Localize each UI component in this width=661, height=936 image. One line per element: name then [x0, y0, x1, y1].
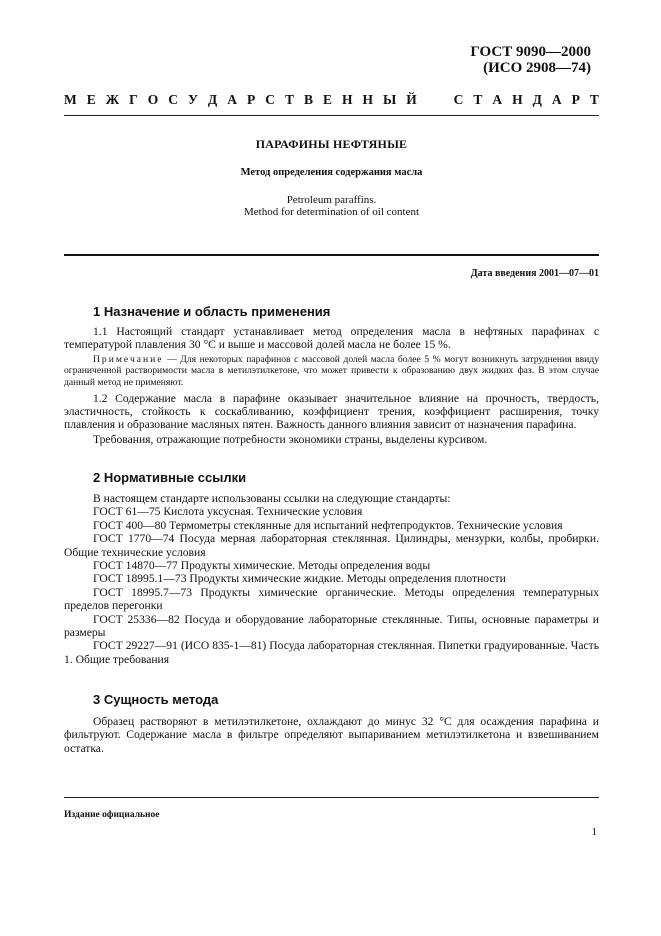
- section-2-heading: 2 Нормативные ссылки: [93, 470, 247, 485]
- footer-rule: [64, 797, 599, 798]
- banner-letter: Н: [362, 92, 374, 107]
- banner-letter: Н: [342, 92, 353, 107]
- banner-letter: Н: [512, 92, 523, 107]
- banner-letter: Ж: [105, 92, 120, 107]
- reference-item: ГОСТ 18995.7—73 Продукты химические органические. Методы определения температурных пределов перегонки: [64, 585, 599, 613]
- section-1-body: [64, 325, 599, 446]
- standard-kind-banner: [64, 92, 599, 108]
- banner-letter: Т: [284, 92, 294, 107]
- reference-item: ГОСТ 18995.1—73 Продукты химические жидкие. Методы определения плотности: [93, 572, 506, 586]
- banner-letter: [427, 92, 430, 108]
- gost-number-block: [470, 44, 591, 76]
- banner-letter: Д: [532, 92, 542, 107]
- banner-letter: С: [168, 92, 178, 107]
- paragraph-1-1: 1.1 Настоящий стандарт устанавливает метод определения масла в нефтяных парафинах с температурой плавления 30 °С и выше и массовой долей масла не более 15 %.: [64, 325, 599, 352]
- banner-letter: Р: [571, 92, 580, 107]
- edition-label: Издание официальное: [64, 810, 160, 820]
- banner-letter: Ы: [383, 92, 397, 107]
- reference-item: ГОСТ 61—75 Кислота уксусная. Технические условия: [93, 505, 363, 519]
- header-rule: [64, 115, 599, 116]
- page-number: 1: [591, 826, 597, 838]
- banner-letter: Р: [246, 92, 256, 107]
- reference-item: ГОСТ 29227—91 (ИСО 835-1—81) Посуда лабораторная стеклянная. Пипетки градуированные. Часть 1. Общие требования: [64, 639, 599, 666]
- standard-title: ПАРАФИНЫ НЕФТЯНЫЕ: [255, 137, 408, 151]
- standard-subtitle: Метод определения содержания масла: [240, 167, 423, 178]
- banner-letter: Д: [207, 92, 218, 107]
- banner-letter: Й: [406, 92, 417, 107]
- references-intro: В настоящем стандарте использованы ссылки на следующие стандарты:: [93, 492, 451, 505]
- title-rule: [64, 254, 599, 256]
- banner-letter: У: [187, 92, 198, 107]
- banner-letter: А: [551, 92, 562, 107]
- gost-number: ГОСТ 9090—2000: [470, 44, 591, 60]
- banner-letter: В: [303, 92, 313, 107]
- section-3-heading: 3 Сущность метода: [93, 692, 219, 707]
- paragraph-1-3: Требования, отражающие потребности экономики страны, выделены курсивом.: [93, 432, 488, 446]
- banner-letter: Т: [589, 92, 599, 107]
- banner-letter: М: [64, 92, 77, 107]
- banner-letter: О: [147, 92, 159, 107]
- banner-letter: С: [453, 92, 464, 107]
- note-paragraph: [64, 354, 599, 389]
- banner-letter: А: [227, 92, 237, 107]
- english-title-line1: Petroleum paraffins.: [286, 194, 377, 206]
- english-title-line2: Method for determination of oil content: [243, 206, 420, 218]
- reference-item: ГОСТ 1770—74 Посуда мерная лабораторная стеклянная. Цилиндры, мензурки, колбы, пробирки. Общие технические условия: [64, 532, 599, 559]
- reference-item: ГОСТ 14870—77 Продукты химические. Методы определения воды: [93, 559, 431, 573]
- section-1-heading: 1 Назначение и область применения: [93, 304, 331, 319]
- reference-item: ГОСТ 400—80 Термометры стеклянные для испытаний нефтепродуктов. Технические условия: [93, 518, 563, 532]
- section-3-body: [64, 715, 599, 755]
- banner-letter: Т: [473, 92, 483, 107]
- banner-letter: [440, 92, 443, 108]
- reference-item: ГОСТ 25336—82 Посуда и оборудование лабораторные стеклянные. Типы, основные параметры и размеры: [64, 612, 599, 640]
- note-text: — Для некоторых парафинов с массовой долей масла более 5 % могут возникнуть затруднения ввиду ограниченной растворимости масла в метилэтилкетоне, что может привести к образованию двух жидких фаз. В этом случае данный метод не применяют.: [64, 353, 599, 388]
- introduction-date: Дата введения 2001—07—01: [470, 268, 599, 279]
- banner-letter: Е: [322, 92, 332, 107]
- section-2-body: [64, 492, 599, 666]
- banner-letter: А: [492, 92, 503, 107]
- paragraph-1-2: 1.2 Содержание масла в парафине оказывает значительное влияние на прочность, твердость, эластичность, стойкость к соскабливанию, коэффициент трения, коэффициент расширения, точку плавления и образование масляных пятен. Важность данного влияния зависит от назначения парафина.: [64, 391, 599, 432]
- note-label: Примечание: [93, 353, 164, 365]
- banner-letter: Г: [129, 92, 138, 107]
- banner-letter: С: [265, 92, 275, 107]
- iso-number: (ИСО 2908—74): [483, 60, 591, 76]
- banner-letter: Е: [86, 92, 96, 107]
- paragraph-3: Образец растворяют в метилэтилкетоне, охлаждают до минус 32 °С для осаждения парафина и фильтруют. Содержание масла в фильтре определяют выпариванием метилэтилкетона и взвешиванием остатка.: [64, 715, 599, 755]
